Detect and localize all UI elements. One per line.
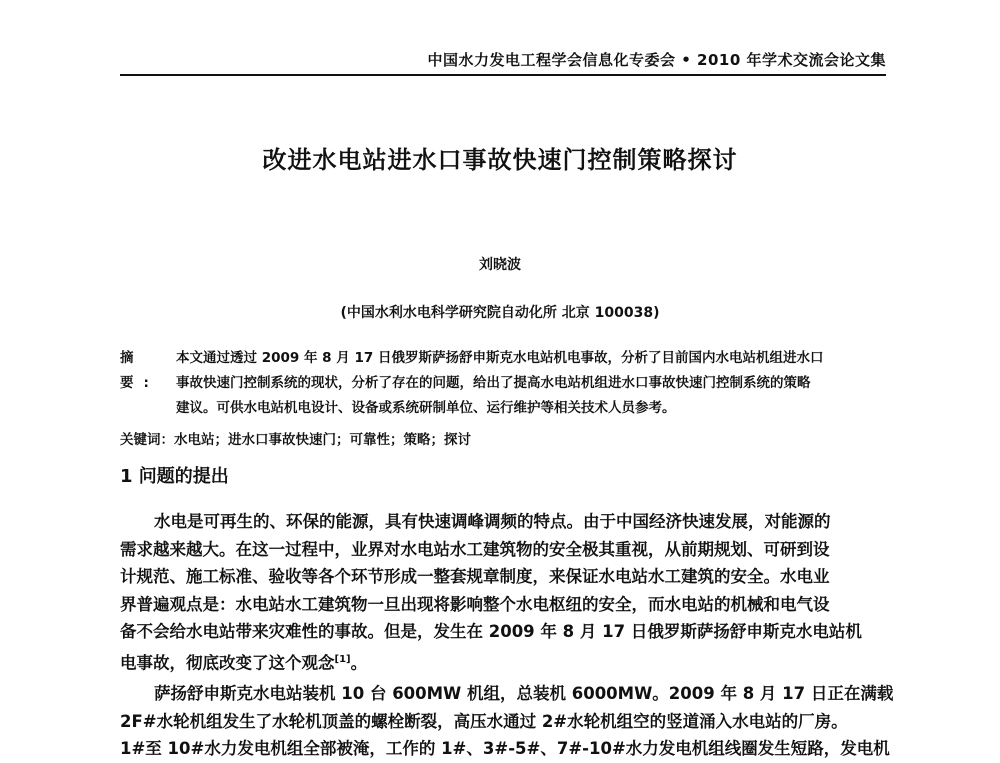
citation-ref: [1] [334, 653, 351, 665]
paragraph-line: 2F#水轮机组发生了水轮机顶盖的螺栓断裂，高压水通过 2#水轮机组空的竖道涌入水电站的厂房。 [120, 711, 848, 731]
paper-title: 改进水电站进水口事故快速门控制策略探讨 [262, 145, 738, 174]
paragraph-line: 界普遍观点是：水电站水工建筑物一旦出现将影响整个水电枢纽的安全，而水电站的机械和电气设 [120, 594, 830, 614]
paragraph-line: 需求越来越大。在这一过程中，业界对水电站水工建筑物的安全极其重视，从前期规划、可研到设 [120, 539, 830, 559]
abstract-body [176, 346, 888, 421]
author-affiliation: (中国水利水电科学研究院自动化所 北京 100038) [340, 305, 660, 321]
paragraph-line: 1#至 10#水力发电机组全部被淹，工作的 1#、3#-5#、7#-10#水力发电机组线圈发生短路，发电机 [120, 739, 890, 758]
paragraph-line: 计规范、施工标准、验收等各个环节形成一整套规章制度，来保证水电站水工建筑的安全。水电业 [120, 567, 830, 586]
abstract [120, 346, 892, 421]
section-heading: 1 问题的提出 [120, 466, 229, 487]
sentence-end: 。 [350, 653, 368, 672]
paragraph-line-last [120, 646, 892, 677]
abstract-line: 建议。可供水电站机电设计、设备或系统研制单位、运行维护等相关技术人员参考。 [176, 400, 676, 416]
paragraph-line: 水电是可再生的、环保的能源，具有快速调峰调频的特点。由于中国经济快速发展，对能源的 [154, 512, 831, 531]
paragraph-line-text: 电事故，彻底改变了这个观念 [120, 653, 335, 672]
abstract-line: 事故快速门控制系统的现状，分析了存在的问题，给出了提高水电站机组进水口事故快速门控制系统的策略 [176, 375, 811, 391]
abstract-label: 摘要: [120, 350, 159, 391]
paragraph-line: 萨扬舒申斯克水电站装机 10 台 600MW 机组，总装机 6000MW。2009 年 8 月 17 日正在满载 [154, 684, 894, 703]
abstract-line: 本文通过透过 2009 年 8 月 17 日俄罗斯萨扬舒申斯克水电站机电事故，分析了目前国内水电站机组进水口 [176, 350, 824, 366]
keywords: 关键词：水电站；进水口事故快速门；可靠性；策略；探讨 [120, 432, 471, 448]
running-header-rule [120, 42, 886, 76]
running-header: 中国水力发电工程学会信息化专委会 • 2010 年学术交流会论文集 [427, 51, 886, 69]
body-paragraph-2 [120, 680, 892, 763]
paragraph-line: 备不会给水电站带来灾难性的事故。但是，发生在 2009 年 8 月 17 日俄罗斯萨扬舒申斯克水电站机 [120, 622, 862, 641]
author-name: 刘晓波 [479, 257, 521, 273]
body-paragraph-1 [120, 508, 892, 677]
